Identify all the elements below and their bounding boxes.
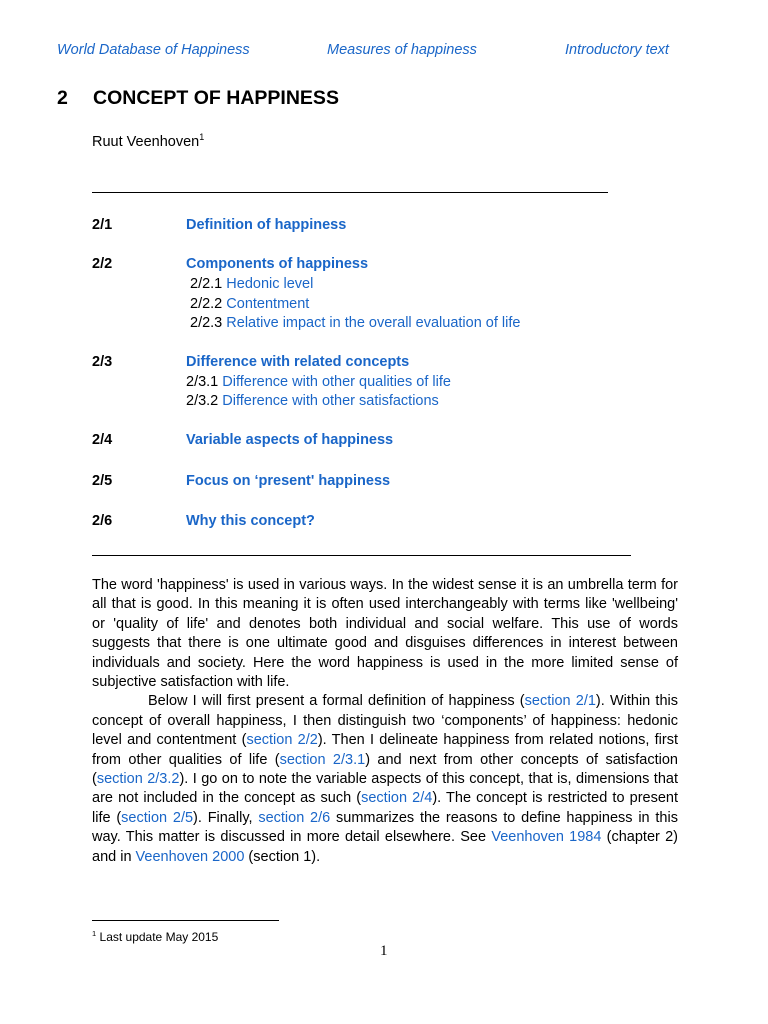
text-run: ). Finally,	[193, 809, 259, 826]
text-run: Below I will first present a formal definition of happiness (	[148, 693, 525, 710]
header-link-introductory[interactable]: Introductory text	[565, 42, 669, 58]
text-run: summarizes the reasons to define happiness in this way. This matter is discussed in more detail elsewhere. See	[92, 809, 678, 846]
link-section-2-3-1[interactable]: section 2/3.1	[279, 751, 366, 768]
toc-sub-num: 2/3.2	[186, 393, 219, 409]
toc-link-other-satisfactions[interactable]: Difference with other satisfactions	[222, 393, 439, 409]
toc-sub-num: 2/2.1	[190, 276, 223, 292]
toc-sub-num: 2/2.3	[190, 315, 223, 331]
header-link-measures[interactable]: Measures of happiness	[327, 42, 477, 58]
toc-link-contentment[interactable]: Contentment	[226, 296, 310, 312]
toc-bottom-rule	[92, 555, 631, 556]
toc-link-relative-impact[interactable]: Relative impact in the overall evaluation of life	[226, 315, 521, 331]
toc-sub-num: 2/2.2	[190, 296, 223, 312]
paragraph-1: The word 'happiness' is used in various ways. In the widest sense it is an umbrella term for all that is good. In this meaning it is often used interchangeably with terms like 'wellbeing' or 'quality of life' and denotes both individual and social welfare. This use of words suggests that there is one ultimate good and disguises differences in interest between individuals and society. Here the word happiness is used in the more limited sense of subjective satisfaction with life.	[92, 577, 678, 691]
toc-link-present-happiness[interactable]: Focus on ‘present' happiness	[186, 473, 391, 489]
chapter-heading	[57, 87, 339, 110]
toc-top-rule	[92, 192, 608, 193]
chapter-title: CONCEPT OF HAPPINESS	[93, 87, 339, 109]
toc-num-2-3: 2/3	[92, 354, 113, 370]
toc-sub-2-2-2	[190, 296, 309, 312]
text-run: ). I go on to note the variable aspects of this concept, that is, dimensions that are not included in the concept as such (	[92, 771, 678, 807]
paragraph-2	[92, 692, 678, 867]
toc-sub-2-3-1	[186, 374, 451, 390]
text-run: ) and next from other concepts of satisfaction (	[92, 751, 678, 788]
toc-sub-num: 2/3.1	[186, 374, 219, 390]
toc-link-other-qualities[interactable]: Difference with other qualities of life	[222, 374, 451, 390]
chapter-number: 2	[57, 87, 68, 109]
link-section-2-3-2[interactable]: section 2/3.2	[96, 771, 180, 788]
body-text	[92, 576, 678, 867]
toc-sub-2-3-2	[186, 393, 439, 409]
toc-link-hedonic-level[interactable]: Hedonic level	[226, 276, 314, 292]
toc-sub-2-2-3	[190, 315, 520, 331]
toc-link-difference-related[interactable]: Difference with related concepts	[186, 354, 410, 370]
toc-num-2-5: 2/5	[92, 473, 113, 489]
footnote-rule	[92, 920, 279, 921]
toc-num-2-4: 2/4	[92, 432, 113, 448]
link-section-2-5[interactable]: section 2/5	[121, 809, 194, 826]
link-section-2-6[interactable]: section 2/6	[258, 809, 331, 826]
page-number: 1	[380, 943, 388, 959]
author-name: Ruut Veenhoven	[92, 133, 200, 150]
toc-num-2-6: 2/6	[92, 513, 113, 529]
toc-sub-2-2-1	[190, 276, 313, 292]
text-run: ). Within this concept of overall happiness, I then distinguish two ‘components’ of happiness: hedonic level and contentment (	[92, 693, 678, 749]
footnote-mark: 1	[92, 929, 97, 938]
footnote	[92, 929, 218, 944]
text-run: (chapter 2) and in	[92, 829, 678, 865]
text-run: ). The concept is restricted to present life (	[92, 790, 678, 826]
toc-link-definition[interactable]: Definition of happiness	[186, 217, 347, 233]
text-run: ). Then I delineate happiness from related notions, first from other qualities of life (	[92, 732, 679, 768]
toc-num-2-2: 2/2	[92, 256, 113, 272]
footnote-text: Last update May 2015	[99, 930, 219, 944]
header-link-world-database[interactable]: World Database of Happiness	[57, 42, 250, 58]
text-run: (section 1).	[244, 848, 321, 865]
link-veenhoven-1984[interactable]: Veenhoven 1984	[491, 829, 602, 846]
link-section-2-1[interactable]: section 2/1	[524, 693, 596, 710]
toc-num-2-1: 2/1	[92, 217, 113, 233]
toc-link-why-concept[interactable]: Why this concept?	[186, 513, 315, 529]
link-section-2-2[interactable]: section 2/2	[246, 732, 318, 749]
link-veenhoven-2000[interactable]: Veenhoven 2000	[135, 848, 245, 865]
author	[92, 132, 204, 150]
link-section-2-4[interactable]: section 2/4	[361, 790, 433, 807]
author-footnote-mark: 1	[199, 132, 205, 142]
toc-link-components[interactable]: Components of happiness	[186, 256, 369, 272]
toc-link-variable-aspects[interactable]: Variable aspects of happiness	[186, 432, 394, 448]
